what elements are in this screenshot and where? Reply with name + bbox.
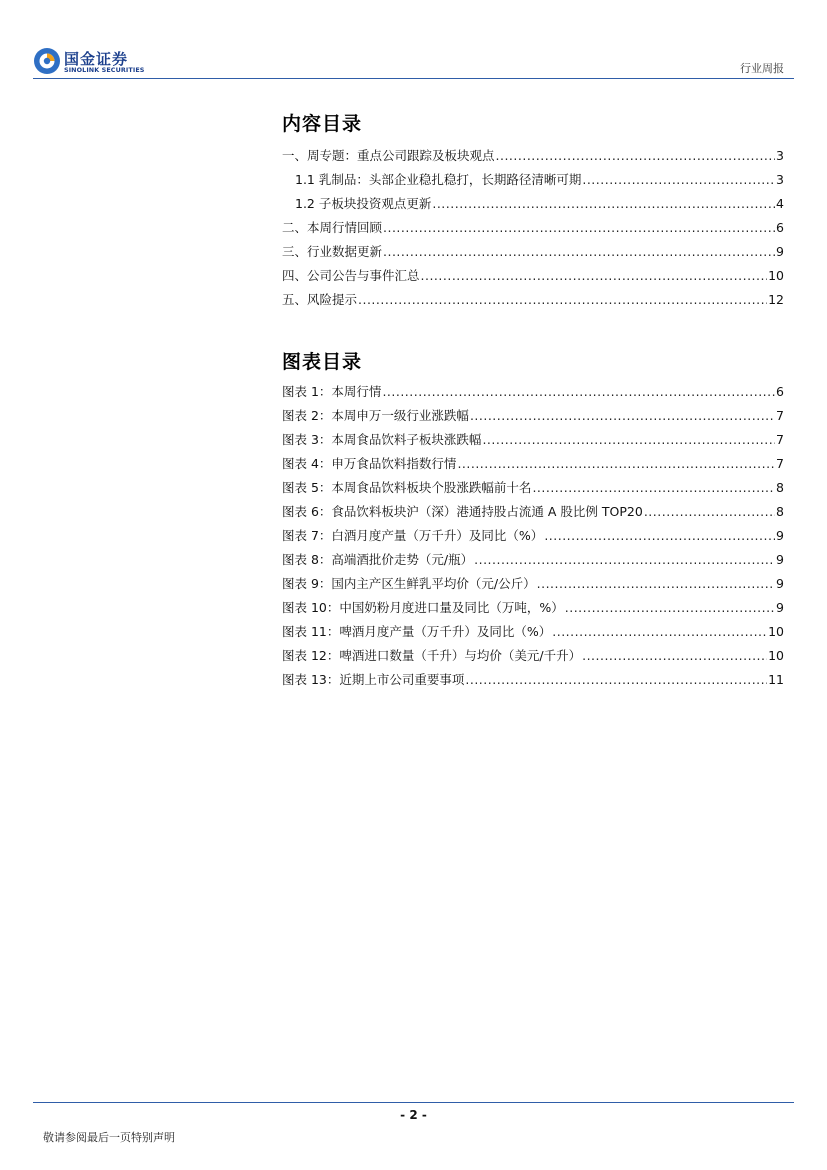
figure-entry[interactable] [282,454,784,472]
figure-entry-page: 7 [776,432,784,447]
figure-entry-page: 9 [776,528,784,543]
contents-title: 内容目录 [282,113,363,135]
figure-entry-label: 图表 8：高端酒批价走势（元/瓶） [282,552,474,567]
toc-leader-dots [432,196,775,211]
toc-entry[interactable] [282,218,784,236]
figure-entry-label: 图表 6：食品饮料板块沪（深）港通持股占流通 A 股比例 TOP20 [282,504,643,519]
toc-entry-label: 1.2 子板块投资观点更新 [295,196,432,211]
figure-entry[interactable] [282,550,784,568]
disclaimer-note: 敬请参阅最后一页特别声明 [43,1131,175,1144]
toc-leader-dots [552,624,767,639]
toc-leader-dots [582,648,767,663]
toc-entry-page: 10 [768,268,784,283]
figure-entry[interactable] [282,574,784,592]
figure-entry-page: 11 [768,672,784,687]
toc-entry-page: 9 [776,244,784,259]
toc-entry-label: 四、公司公告与事件汇总 [282,268,420,283]
page-header [0,0,827,84]
figure-entry[interactable] [282,382,784,400]
figure-entry-page: 9 [776,600,784,615]
toc-leader-dots [482,432,775,447]
figure-entry-label: 图表 1：本周行情 [282,384,382,399]
toc-leader-dots [582,172,775,187]
toc-leader-dots [382,384,775,399]
page-number: - 2 - [400,1108,427,1122]
toc-entry-page: 3 [776,172,784,187]
figure-entry[interactable] [282,526,784,544]
figure-entry-page: 8 [776,504,784,519]
toc-leader-dots [470,408,775,423]
toc-leader-dots [358,292,767,307]
figures-title: 图表目录 [282,351,363,373]
figure-entry[interactable] [282,622,784,640]
logo-chinese-name: 国金证券 [64,50,129,68]
toc-leader-dots [496,148,776,163]
figure-entry-label: 图表 11：啤酒月度产量（万千升）及同比（%） [282,624,552,639]
toc-leader-dots [383,220,775,235]
toc-entry[interactable] [295,194,784,212]
figure-entry[interactable] [282,430,784,448]
toc-entry-page: 4 [776,196,784,211]
toc-entry[interactable] [295,170,784,188]
toc-entry[interactable] [282,290,784,308]
report-type-label: 行业周报 [740,62,784,75]
toc-leader-dots [565,600,775,615]
toc-leader-dots [474,552,775,567]
footer-divider [33,1102,794,1103]
figure-entry[interactable] [282,598,784,616]
figure-entry-page: 9 [776,552,784,567]
toc-entry-page: 6 [776,220,784,235]
toc-entry[interactable] [282,242,784,260]
figure-entry-page: 8 [776,480,784,495]
toc-leader-dots [421,268,768,283]
toc-entry-label: 1.1 乳制品：头部企业稳扎稳打，长期路径清晰可期 [295,172,582,187]
figure-entry[interactable] [282,406,784,424]
figure-entry-page: 10 [768,648,784,663]
toc-entry-page: 3 [776,148,784,163]
sinolink-logo-icon [33,47,61,75]
toc-entry[interactable] [282,266,784,284]
figure-entry-label: 图表 7：白酒月度产量（万千升）及同比（%） [282,528,544,543]
toc-leader-dots [544,528,775,543]
figure-entry-label: 图表 3：本周食品饮料子板块涨跌幅 [282,432,482,447]
figure-entry-label: 图表 12：啤酒进口数量（千升）与均价（美元/千升） [282,648,582,663]
company-logo [33,47,153,79]
figure-entry[interactable] [282,478,784,496]
figure-entry-page: 7 [776,408,784,423]
toc-entry-label: 一、周专题：重点公司跟踪及板块观点 [282,148,495,163]
figure-entry-page: 7 [776,456,784,471]
figure-entry-label: 图表 9：国内主产区生鲜乳平均价（元/公斤） [282,576,536,591]
figure-entry-page: 10 [768,624,784,639]
toc-leader-dots [457,456,775,471]
figure-entry-page: 9 [776,576,784,591]
toc-entry-page: 12 [768,292,784,307]
toc-leader-dots [383,244,775,259]
figure-entry-label: 图表 10：中国奶粉月度进口量及同比（万吨，%） [282,600,564,615]
figure-entry[interactable] [282,670,784,688]
figure-entry-label: 图表 5：本周食品饮料板块个股涨跌幅前十名 [282,480,532,495]
toc-entry[interactable] [282,146,784,164]
toc-entry-label: 二、本周行情回顾 [282,220,383,235]
figure-entry[interactable] [282,502,784,520]
header-divider [33,78,794,79]
figure-entry-page: 6 [776,384,784,399]
figure-entry-label: 图表 13：近期上市公司重要事项 [282,672,465,687]
figure-entry-label: 图表 2：本周申万一级行业涨跌幅 [282,408,469,423]
toc-leader-dots [537,576,775,591]
figure-entry[interactable] [282,646,784,664]
toc-entry-label: 五、风险提示 [282,292,358,307]
toc-leader-dots [532,480,775,495]
figure-entry-label: 图表 4：申万食品饮料指数行情 [282,456,457,471]
toc-leader-dots [644,504,775,519]
toc-entry-label: 三、行业数据更新 [282,244,383,259]
toc-leader-dots [465,672,767,687]
logo-english-name: SINOLINK SECURITIES [64,66,145,74]
